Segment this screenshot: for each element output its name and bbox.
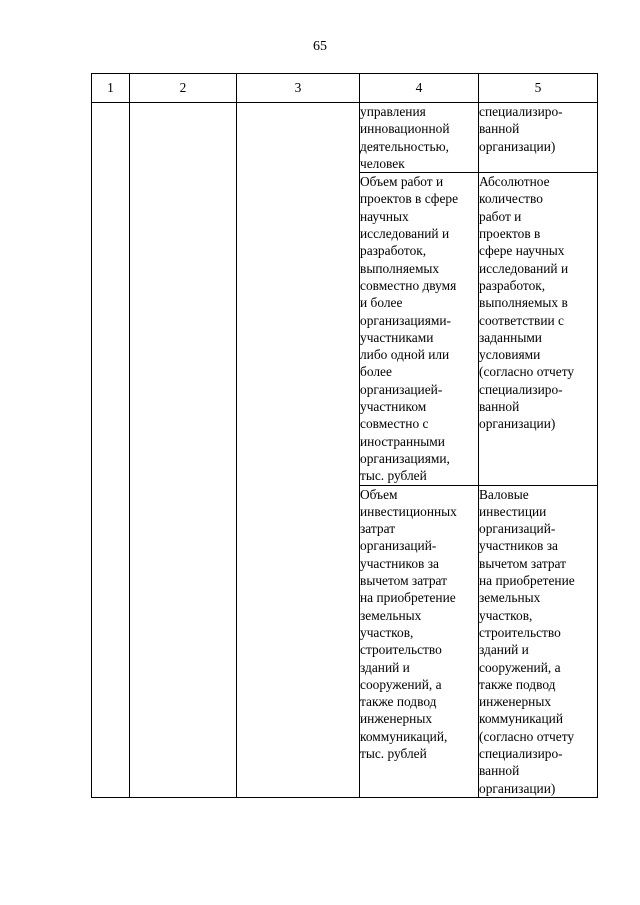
table-header-row <box>92 74 598 103</box>
column-header-1: 1 <box>92 74 130 103</box>
indicator-name-cell: Объем работ и проектов в сфере научных исследований и разработок, выполняемых совместно двумя и более организациями- участниками либо одной или более организацией- участником совместно с иностранными организациями, тыс. рублей <box>360 173 479 485</box>
page-number: 65 <box>313 39 327 54</box>
column-header-3: 3 <box>237 74 360 103</box>
calculation-method-cell: Валовые инвестиции организаций- участников за вычетом затрат на приобретение земельных участков, строительство зданий и сооружений, а также подвод инженерных коммуникаций (согласно отчету специализиро- ванной организации) <box>479 485 598 797</box>
table-cell-col1 <box>92 103 130 798</box>
calculation-method-cell: Абсолютное количество работ и проектов в сфере научных исследований и разработок, выполняемых в соответствии с заданными условиями (согласно отчету специализиро- ванной организации) <box>479 173 598 485</box>
table-row <box>92 103 598 173</box>
indicator-name-cell: Объем инвестиционных затрат организаций- участников за вычетом затрат на приобретение земельных участков, строительство зданий и сооружений, а также подвод инженерных коммуникаций, тыс. рублей <box>360 485 479 797</box>
column-header-5: 5 <box>479 74 598 103</box>
table-cell-col2 <box>130 103 237 798</box>
column-header-2: 2 <box>130 74 237 103</box>
calculation-method-cell: специализиро- ванной организации) <box>479 103 598 173</box>
indicator-name-cell: управления инновационной деятельностью, человек <box>360 103 479 173</box>
table-cell-col3 <box>237 103 360 798</box>
indicators-table <box>91 73 598 798</box>
column-header-4: 4 <box>360 74 479 103</box>
